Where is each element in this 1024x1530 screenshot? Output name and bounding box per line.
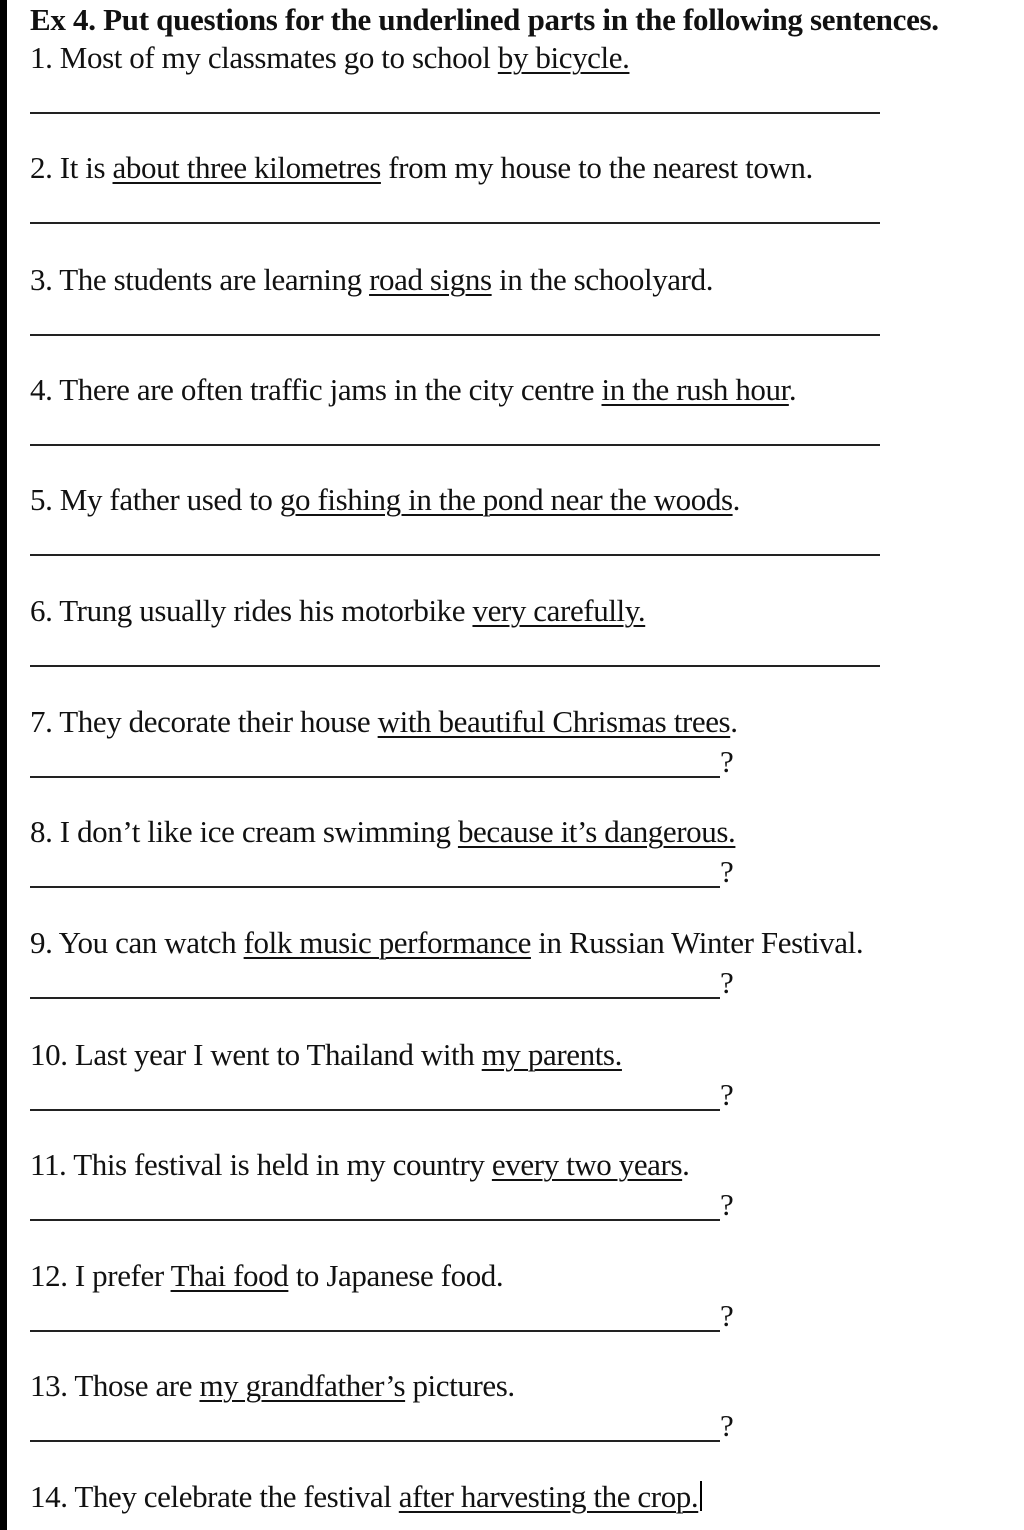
answer-line-2[interactable] — [30, 222, 880, 224]
underlined-part: my grandfather’s — [199, 1368, 406, 1403]
sentence-6: 6. Trung usually rides his motorbike very carefully. — [30, 593, 646, 628]
underlined-part: by bicycle. — [497, 40, 630, 75]
question-item-5 — [30, 482, 990, 592]
question-item-4 — [30, 372, 990, 482]
text-cursor — [700, 1481, 702, 1511]
question-item-2 — [30, 150, 990, 260]
answer-line-8[interactable] — [30, 886, 720, 888]
sentence-2: 2. It is about three kilometres from my house to the nearest town. — [30, 150, 813, 185]
answer-line-9[interactable] — [30, 997, 720, 999]
exercise-title: Ex 4. Put questions for the underlined parts in the following sentences. — [30, 2, 939, 37]
underlined-part: Thai food — [170, 1258, 289, 1293]
underlined-part: my parents. — [481, 1037, 622, 1072]
answer-line-10[interactable] — [30, 1109, 720, 1111]
underlined-part: road signs — [369, 262, 492, 297]
question-item-3 — [30, 262, 990, 372]
sentence-4: 4. There are often traffic jams in the city centre in the rush hour. — [30, 372, 797, 407]
sentence-1: 1. Most of my classmates go to school by bicycle. — [30, 40, 630, 75]
sentence-9: 9. You can watch folk music performance in Russian Winter Festival. — [30, 925, 864, 960]
answer-line-13[interactable] — [30, 1440, 720, 1442]
question-mark: ? — [720, 1408, 734, 1443]
sentence-8: 8. I don’t like ice cream swimming because it’s dangerous. — [30, 814, 736, 849]
answer-line-11[interactable] — [30, 1219, 720, 1221]
answer-line-3[interactable] — [30, 334, 880, 336]
underlined-part: after harvesting the crop. — [398, 1479, 699, 1514]
sentence-5: 5. My father used to go fishing in the pond near the woods. — [30, 482, 740, 517]
question-mark: ? — [720, 1077, 734, 1112]
answer-line-5[interactable] — [30, 554, 880, 556]
question-mark: ? — [720, 854, 734, 889]
question-item-7 — [30, 704, 990, 814]
sentence-3: 3. The students are learning road signs in the schoolyard. — [30, 262, 714, 297]
question-item-1 — [30, 40, 990, 150]
underlined-part: go fishing in the pond near the woods — [279, 482, 733, 517]
question-item-6 — [30, 593, 990, 703]
sentence-14: 14. They celebrate the festival after harvesting the crop. — [30, 1479, 702, 1515]
question-item-13 — [30, 1368, 990, 1478]
sentence-12: 12. I prefer Thai food to Japanese food. — [30, 1258, 504, 1293]
underlined-part: about three kilometres — [112, 150, 381, 185]
question-mark: ? — [720, 744, 734, 779]
sentence-10: 10. Last year I went to Thailand with my parents. — [30, 1037, 622, 1072]
question-item-8 — [30, 814, 990, 924]
question-mark: ? — [720, 1298, 734, 1333]
question-item-10 — [30, 1037, 990, 1147]
sentence-13: 13. Those are my grandfather’s pictures. — [30, 1368, 515, 1403]
underlined-part: in the rush hour — [601, 372, 789, 407]
underlined-part: very carefully. — [472, 593, 646, 628]
answer-line-6[interactable] — [30, 665, 880, 667]
sentence-11: 11. This festival is held in my country every two years. — [30, 1147, 690, 1182]
page-left-border — [0, 0, 7, 1530]
answer-line-4[interactable] — [30, 444, 880, 446]
question-mark: ? — [720, 965, 734, 1000]
question-item-11 — [30, 1147, 990, 1257]
sentence-7: 7. They decorate their house with beautiful Chrismas trees. — [30, 704, 738, 739]
underlined-part: every two years — [491, 1147, 683, 1182]
answer-line-12[interactable] — [30, 1330, 720, 1332]
question-item-12 — [30, 1258, 990, 1368]
underlined-part: with beautiful Chrismas trees — [377, 704, 731, 739]
underlined-part: folk music performance — [243, 925, 531, 960]
question-item-14 — [30, 1479, 990, 1529]
answer-line-7[interactable] — [30, 776, 720, 778]
answer-line-1[interactable] — [30, 112, 880, 114]
question-mark: ? — [720, 1187, 734, 1222]
question-item-9 — [30, 925, 990, 1035]
underlined-part: because it’s dangerous. — [457, 814, 736, 849]
